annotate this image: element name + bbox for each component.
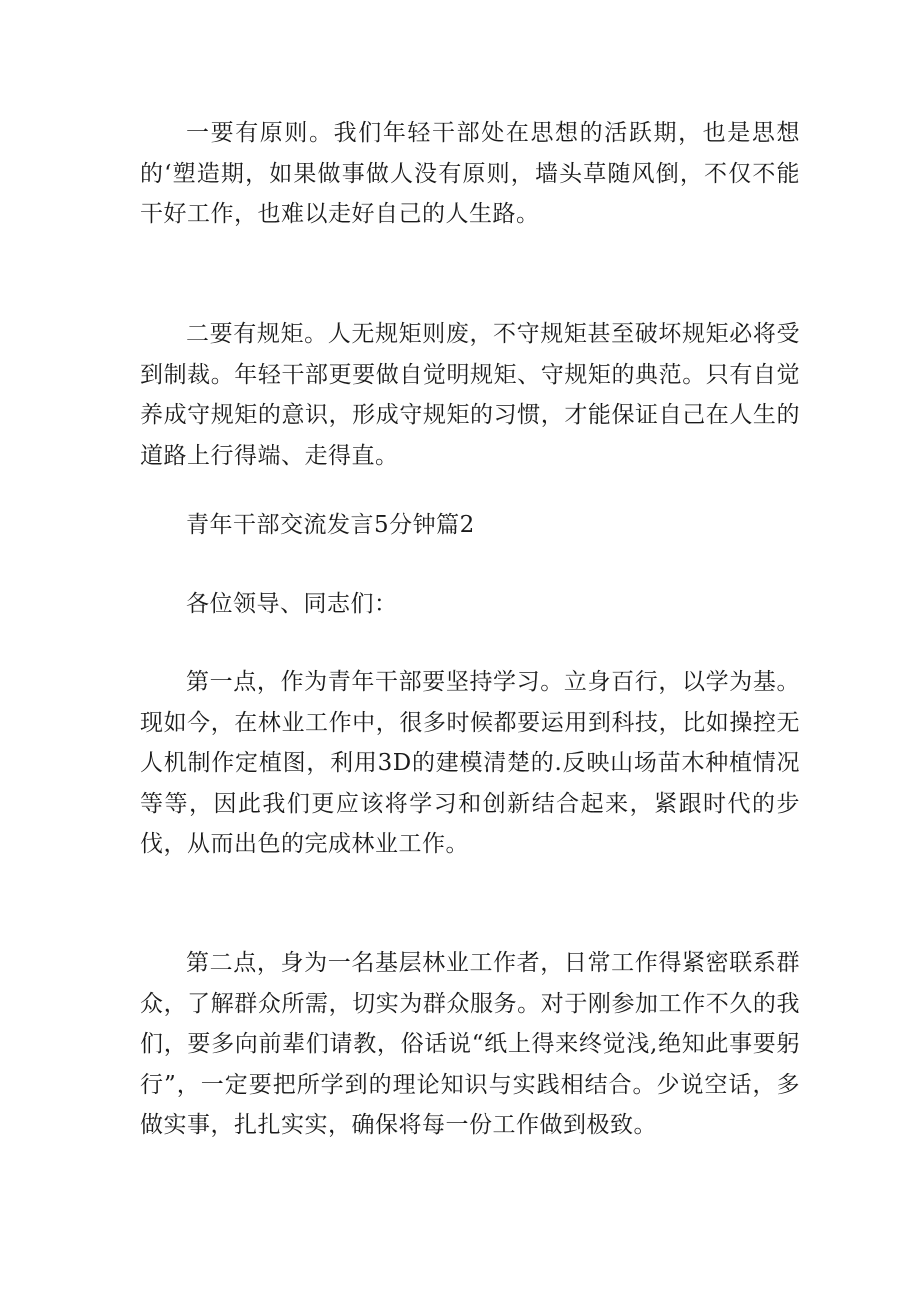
section-heading: 青年干部交流发言5分钟篇2 <box>186 512 475 538</box>
salutation: 各位领导、同志们： <box>186 591 398 617</box>
paragraph-point-two: 第二点，身为一名基层林业工作者，日常工作得紧密联系群众，了解群众所需，切实为群众服务。对于刚参加工作不久的我们，要多向前辈们请教，俗话说“纸上得来终觉浅,绝知此事要躬行”，一定要把所学到的理论知识与实践相结合。少说空话，多做实事，扎扎实实，确保将每一份工作做到极致。 <box>140 950 800 1138</box>
paragraph-principles: 一要有原则。我们年轻干部处在思想的活跃期，也是思想的‘塑造期，如果做事做人没有原则，墙头草随风倒，不仅不能干好工作，也难以走好自己的人生路。 <box>140 120 800 227</box>
paragraph-rules: 二要有规矩。人无规矩则废，不守规矩甚至破坏规矩必将受到制裁。年轻干部更要做自觉明规矩、守规矩的典范。只有自觉养成守规矩的意识，形成守规矩的习惯，才能保证自己在人生的道路上行得端、走得直。 <box>140 321 800 469</box>
paragraph-point-one: 第一点，作为青年干部要坚持学习。立身百行，以学为基。现如今，在林业工作中，很多时候都要运用到科技，比如操控无人机制作定植图，利用3D的建模清楚的.反映山场苗木种植情况等等，因此我们更应该将学习和创新结合起来，紧跟时代的步伐，从而出色的完成林业工作。 <box>140 669 800 857</box>
